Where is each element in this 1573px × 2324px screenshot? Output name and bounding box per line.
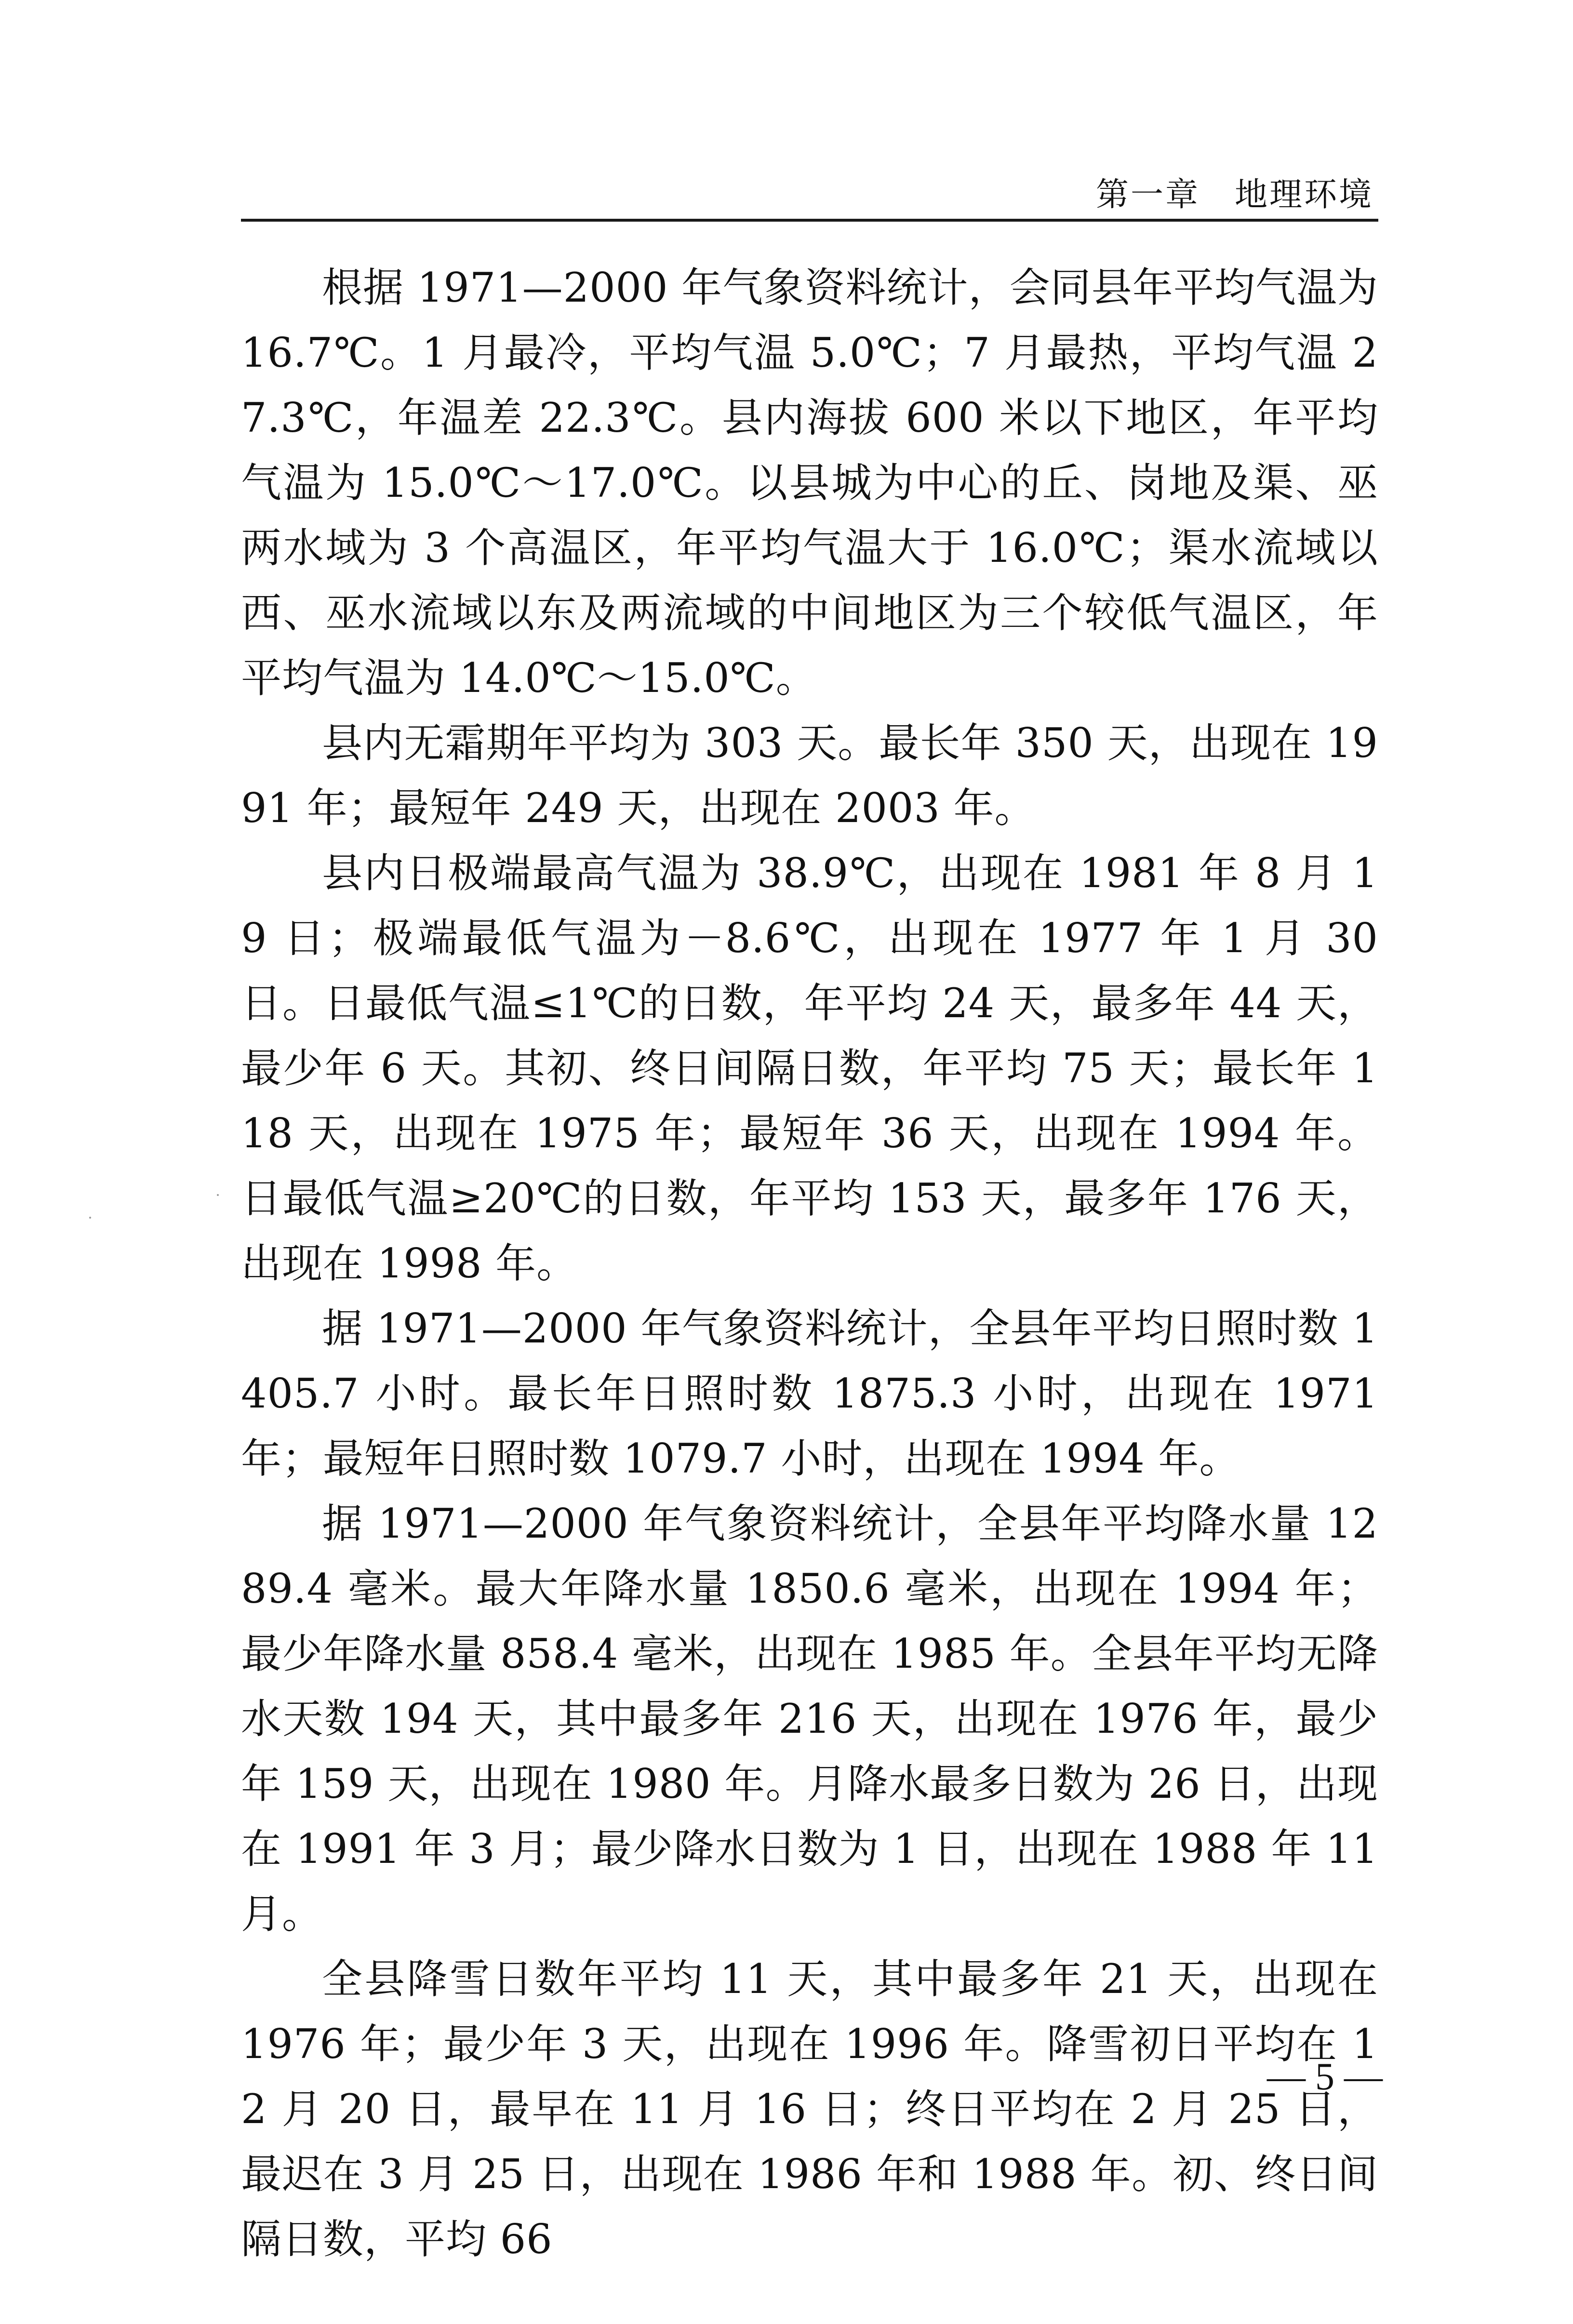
chapter-title: 第一章 地理环境	[1095, 176, 1373, 214]
running-header	[241, 159, 1378, 222]
scan-speck	[89, 1217, 91, 1219]
page-number: — 5 —	[1267, 2056, 1383, 2098]
paragraph-frost-free: 县内无霜期年平均为 303 天。最长年 350 天，出现在 1991 年；最短年 249 天，出现在 2003 年。	[241, 719, 1378, 832]
paragraph-precipitation: 据 1971—2000 年气象资料统计，全县年平均降水量 1289.4 毫米。最大年降水量 1850.6 毫米，出现在 1994 年；最少年降水量 858.4 毫米，出现在 1985 年。全县年平均无降水天数 194 天，其中最多年 216 天，出现在 1976 年，最少年 159 天，出现在 1980 年。月降水最多日数为 26 日，出现在 1991 年 3 月；最少降水日数为 1 日，出现在 1988 年 11 月。	[241, 1500, 1378, 1938]
paragraph-temperature: 根据 1971—2000 年气象资料统计，会同县年平均气温为 16.7℃。1 月最冷，平均气温 5.0℃；7 月最热，平均气温 27.3℃，年温差 22.3℃。县内海拔 600 米以下地区，年平均气温为 15.0℃～17.0℃。以县城为中心的丘、岗地及渠、巫两水域为 3 个高温区，年平均气温大于 16.0℃；渠水流域以西、巫水流域以东及两流域的中间地区为三个较低气温区，年平均气温为 14.0℃～15.0℃。	[241, 264, 1378, 702]
body-text	[241, 255, 1378, 2272]
scan-speck	[217, 1194, 219, 1196]
paragraph-snowfall: 全县降雪日数年平均 11 天，其中最多年 21 天，出现在 1976 年；最少年 3 天，出现在 1996 年。降雪初日平均在 12 月 20 日，最早在 11 月 16 日；终日平均在 2 月 25 日，最迟在 3 月 25 日，出现在 1986 年和 1988 年。初、终日间隔日数，平均 66	[241, 1955, 1378, 2263]
paragraph-extreme-temperature: 县内日极端最高气温为 38.9℃，出现在 1981 年 8 月 19 日；极端最低气温为－8.6℃，出现在 1977 年 1 月 30 日。日最低气温≤1℃的日数，年平均 24 天，最多年 44 天，最少年 6 天。其初、终日间隔日数，年平均 75 天；最长年 118 天，出现在 1975 年；最短年 36 天，出现在 1994 年。日最低气温≥20℃的日数，年平均 153 天，最多年 176 天，出现在 1998 年。	[241, 850, 1378, 1287]
paragraph-sunshine: 据 1971—2000 年气象资料统计，全县年平均日照时数 1405.7 小时。最长年日照时数 1875.3 小时，出现在 1971 年；最短年日照时数 1079.7 小时，出现在 1994 年。	[241, 1305, 1378, 1482]
